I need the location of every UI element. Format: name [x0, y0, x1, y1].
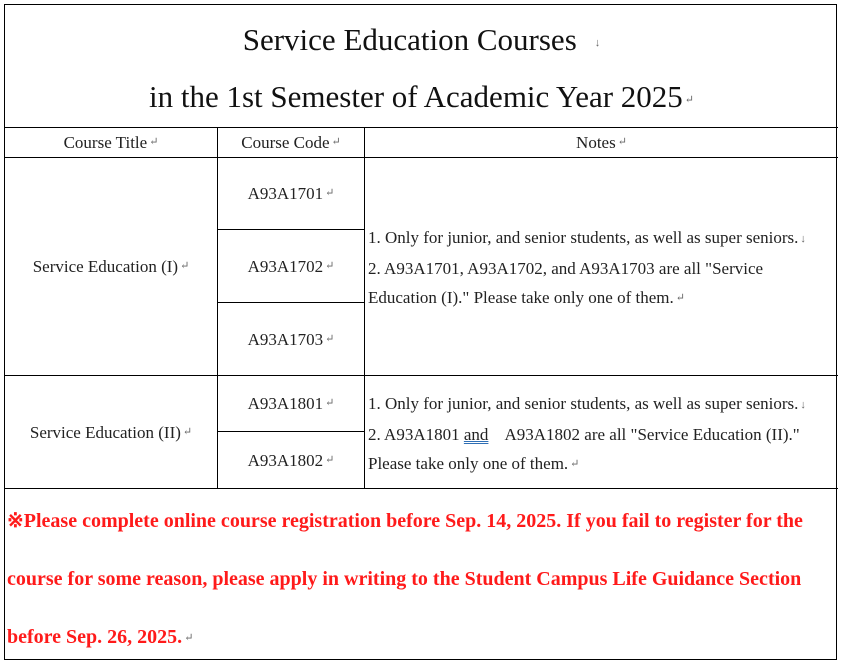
line-break-mark: ↓: [594, 36, 601, 49]
course-code-cell: [218, 376, 364, 431]
paragraph-mark: ↵: [180, 260, 190, 272]
paragraph-mark: ↵: [617, 135, 627, 148]
note-line: [368, 389, 806, 420]
header-notes-text: Notes: [576, 132, 616, 152]
paragraph-mark: ↵: [684, 93, 694, 106]
course-title-cell: [5, 158, 217, 375]
course-code-cell: [218, 158, 364, 229]
registration-notice: [5, 488, 838, 660]
title-line-2: [5, 79, 838, 118]
paragraph-mark: ↵: [570, 458, 580, 471]
note-line: [368, 283, 806, 314]
paragraph-mark: ↵: [675, 292, 685, 305]
course-code-cell: [218, 303, 364, 375]
course-code-text: A93A1703: [247, 329, 324, 349]
header-course-title-text: Course Title: [63, 132, 148, 152]
header-notes: [365, 127, 838, 157]
paragraph-mark: ↵: [325, 397, 335, 409]
notes-cell: [368, 223, 806, 313]
header-course-title: [5, 127, 217, 157]
note-text: 1. Only for junior, and senior students, as well as super seniors.: [368, 394, 799, 413]
course-table: [5, 127, 838, 488]
paragraph-mark: ↵: [182, 425, 193, 438]
notice-line-3-text: before Sep. 26, 2025.: [7, 626, 183, 648]
notice-line-3: [7, 623, 193, 652]
note-line: [368, 254, 806, 283]
paragraph-mark: ↵: [325, 187, 335, 199]
header-course-code: [218, 127, 364, 157]
col-divider-2: [364, 127, 365, 488]
course-code-cell: [218, 230, 364, 302]
line-break-mark: ↓: [800, 232, 806, 245]
document-frame: [4, 4, 837, 660]
title-line-1: [5, 22, 838, 61]
course-title-cell: [5, 376, 217, 488]
paragraph-mark: ↵: [149, 135, 159, 148]
course-code-text: A93A1802: [247, 450, 324, 470]
course-code-text: A93A1801: [247, 394, 324, 413]
header-course-code-text: Course Code: [241, 132, 330, 152]
course-title-text: Service Education (II): [29, 422, 181, 442]
paragraph-mark: ↵: [325, 332, 335, 345]
note-text: A93A1802 are all "Service Education (II).": [488, 424, 800, 444]
paragraph-mark: ↵: [331, 135, 341, 148]
note-line: [368, 449, 806, 480]
title-text-2: in the 1st Semester of Academic Year 2025: [149, 79, 683, 114]
notice-line-1: ※Please complete online course registration before Sep. 14, 2025. If you fail to register for the: [7, 510, 803, 532]
note-line: [368, 420, 806, 449]
paragraph-mark: ↵: [184, 632, 194, 645]
note-text: 1. Only for junior, and senior students, as well as super seniors.: [368, 228, 799, 247]
note-text: 2. A93A1801: [368, 424, 464, 444]
note-text-underlined: and: [463, 424, 489, 444]
note-text: Please take only one of them.: [368, 453, 569, 473]
title-block: [5, 5, 838, 128]
course-code-text: A93A1701: [247, 184, 324, 203]
note-text: Education (I)." Please take only one of them.: [368, 287, 674, 307]
paragraph-mark: ↵: [325, 259, 335, 272]
course-code-cell: [218, 432, 364, 488]
note-line: [368, 223, 806, 254]
course-title-text: Service Education (I): [32, 257, 179, 276]
note-text: 2. A93A1701, A93A1702, and A93A1703 are all "Service: [368, 258, 764, 278]
paragraph-mark: ↵: [325, 453, 335, 466]
notes-cell: [368, 389, 806, 479]
title-text-1: Service Education Courses: [242, 22, 577, 57]
course-code-text: A93A1702: [247, 256, 324, 276]
notice-line-2: course for some reason, please apply in writing to the Student Campus Life Guidance Section: [7, 568, 802, 590]
line-break-mark: ↓: [800, 398, 806, 411]
